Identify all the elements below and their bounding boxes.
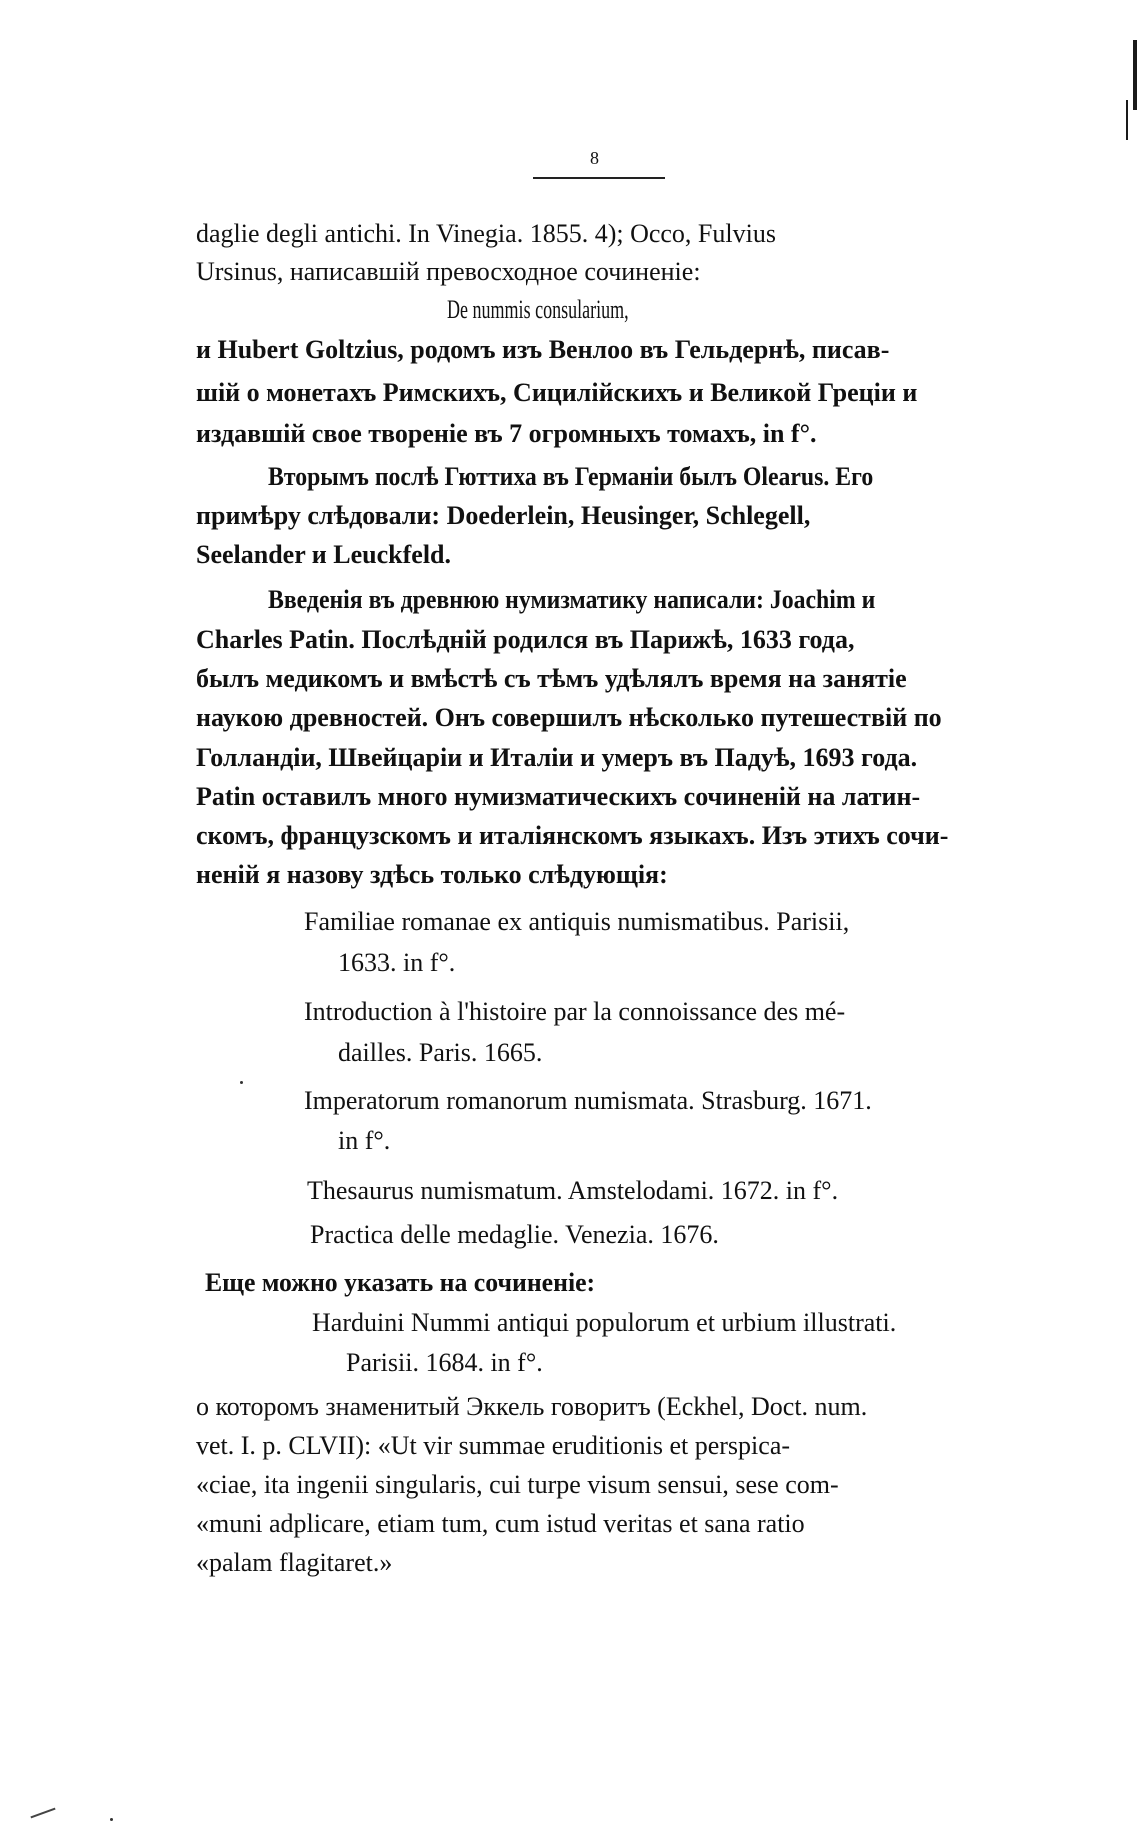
work-title: Familiae romanae ex antiquis numismatibus. Parisii, — [304, 907, 850, 936]
text-line: Еще можно указать на сочиненіе: — [205, 1268, 596, 1297]
text-line: De nummis consularium, — [447, 295, 629, 324]
text-line: Вторымъ послѣ Гюттиха въ Германіи былъ Olearus. Его — [268, 462, 874, 491]
text-line: «muni adplicare, etiam tum, cum istud veritas et sana ratio — [196, 1509, 805, 1538]
text-line: о которомъ знаменитый Эккель говоритъ (Eckhel, Doct. num. — [196, 1392, 868, 1421]
text-line: примѣру слѣдовали: Doederlein, Heusinger, Schlegell, — [196, 501, 811, 530]
scan-speck — [240, 1081, 243, 1084]
text-line: Charles Patin. Послѣдній родился въ Парижѣ, 1633 года, — [196, 625, 855, 654]
work-title: Practica delle medaglie. Venezia. 1676. — [310, 1220, 719, 1249]
text-line: и Hubert Goltzius, родомъ изъ Венлоо въ Гельдернѣ, писав- — [196, 335, 890, 364]
text-line: Ursinus, написавшій превосходное сочиненіе: — [196, 257, 701, 286]
text-line: «palam flagitaret.» — [196, 1548, 393, 1577]
text-line: наукою древностей. Онъ совершилъ нѣсколько путешествій по — [196, 703, 942, 732]
work-title: Thesaurus numismatum. Amstelodami. 1672. in f°. — [307, 1176, 839, 1205]
text-line: скомъ, французскомъ и италіянскомъ языкахъ. Изъ этихъ сочи- — [196, 821, 949, 850]
text-line: daglie degli antichi. In Vinegia. 1855. 4); Occo, Fulvius — [196, 219, 776, 248]
text-line: «ciae, ita ingenii singularis, cui turpe visum sensui, sese com- — [196, 1470, 839, 1499]
work-title-cont: Parisii. 1684. in f°. — [346, 1348, 543, 1377]
text-line: шій о монетахъ Римскихъ, Сицилійскихъ и Великой Греціи и — [196, 378, 918, 407]
header-rule — [533, 177, 665, 179]
text-line: Голландіи, Швейцаріи и Италіи и умеръ въ Падуѣ, 1693 года. — [196, 743, 918, 772]
text-line: издавшій свое твореніе въ 7 огромныхъ томахъ, in f°. — [196, 419, 817, 448]
work-title-cont: in f°. — [338, 1126, 391, 1155]
work-title-cont: dailles. Paris. 1665. — [338, 1038, 543, 1067]
work-title: Harduini Nummi antiqui populorum et urbium illustrati. — [312, 1308, 897, 1337]
text-line: Patin оставилъ много нумизматическихъ сочиненій на латин- — [196, 782, 921, 811]
scan-speck — [110, 1818, 113, 1821]
page-number: 8 — [590, 148, 599, 168]
work-title-cont: 1633. in f°. — [338, 948, 456, 977]
text-line: vet. I. p. CLVII): «Ut vir summae eruditionis et perspica- — [196, 1431, 791, 1460]
text-line: неній я назову здѣсь только слѣдующія: — [196, 860, 668, 889]
text-line: былъ медикомъ и вмѣстѣ съ тѣмъ удѣлялъ время на занятіе — [196, 664, 907, 693]
scan-mark — [30, 1808, 55, 1819]
work-title: Imperatorum romanorum numismata. Strasburg. 1671. — [304, 1086, 872, 1115]
page-edge-mark — [1133, 40, 1137, 110]
work-title: Introduction à l'histoire par la connoissance des mé- — [304, 997, 846, 1026]
page-edge-mark — [1126, 100, 1128, 140]
text-line: Введенія въ древнюю нумизматику написали: Joachim и — [268, 585, 876, 614]
text-line: Seelander и Leuckfeld. — [196, 540, 451, 569]
